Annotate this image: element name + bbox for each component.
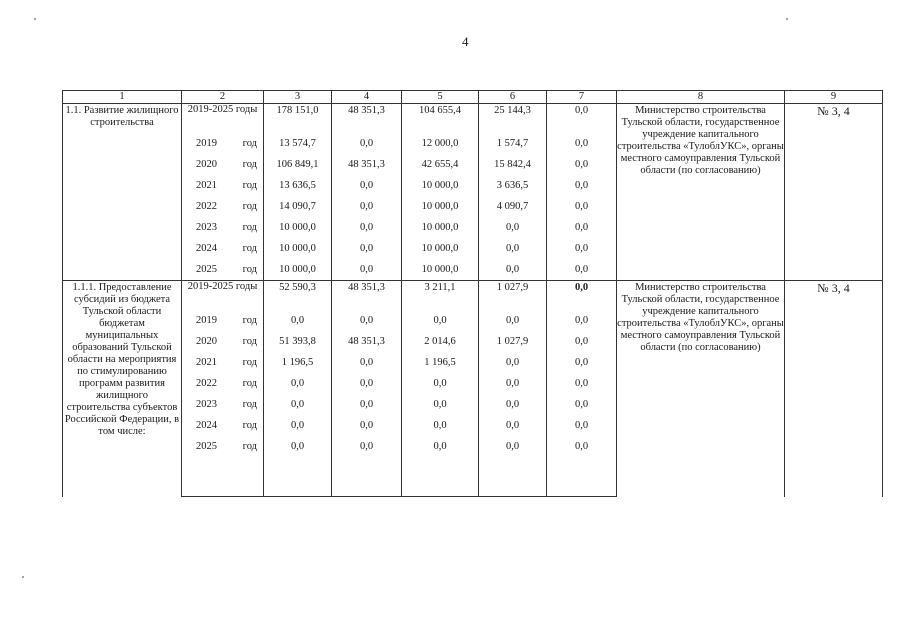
amount-value: 0,0 bbox=[359, 419, 374, 431]
activity-name: 1.1. Развитие жилищного строительства bbox=[63, 104, 182, 281]
amount-value: 0,0 bbox=[359, 398, 374, 410]
year-cell bbox=[182, 395, 264, 416]
executor-cell: Министерство строительства Тульской области, государственное учреждение капитального строительства «ТулоблУКС», органы местного самоуправления Тульской области (по согласованию) bbox=[617, 104, 785, 281]
amount-value: 0,0 bbox=[574, 335, 589, 347]
year-cell bbox=[182, 197, 264, 218]
year-value: 2025 bbox=[196, 263, 217, 275]
amount-value: 0,0 bbox=[505, 440, 520, 452]
amount-value: 0,0 bbox=[574, 137, 589, 149]
amount-value: 0,0 bbox=[574, 242, 589, 254]
amount-value: 0,0 bbox=[359, 314, 374, 326]
amount-value: 0,0 bbox=[290, 398, 305, 410]
amount-cell bbox=[332, 311, 402, 332]
amount-value: 0,0 bbox=[574, 356, 589, 368]
column-number: 9 bbox=[785, 91, 883, 104]
amount-cell bbox=[479, 395, 547, 416]
scan-speck bbox=[22, 576, 24, 578]
amount-value: 0,0 bbox=[505, 221, 520, 233]
column-number: 8 bbox=[617, 91, 785, 104]
amount-cell bbox=[547, 332, 617, 353]
year-unit: год bbox=[242, 314, 257, 326]
amount-cell bbox=[402, 239, 479, 260]
amount-value: 104 655,4 bbox=[419, 105, 461, 116]
amount-value: 4 090,7 bbox=[496, 200, 529, 212]
year-unit: год bbox=[242, 398, 257, 410]
amount-cell bbox=[479, 311, 547, 332]
amount-cell bbox=[479, 353, 547, 374]
amount-value: 0,0 bbox=[574, 105, 589, 116]
amount-value: 2 014,6 bbox=[424, 335, 456, 347]
year-cell bbox=[182, 332, 264, 353]
column-number: 3 bbox=[264, 91, 332, 104]
amount-cell bbox=[547, 197, 617, 218]
activity-name: 1.1.1. Предоставление субсидий из бюджета Тульской области бюджетам муниципальных образований Тульской области на мероприятия по стимулированию программ развития жилищного строительства субъектов Российской Федерации, в том числе: bbox=[63, 281, 182, 497]
amount-value: 10 000,0 bbox=[421, 200, 459, 212]
amount-value: 0,0 bbox=[433, 440, 447, 452]
amount-cell bbox=[547, 281, 617, 311]
amount-cell bbox=[479, 260, 547, 281]
year-cell bbox=[182, 218, 264, 239]
amount-cell bbox=[547, 374, 617, 395]
year-value: 2021 bbox=[196, 179, 217, 191]
year-value: 2025 bbox=[196, 440, 217, 452]
year-unit: год bbox=[242, 137, 257, 149]
amount-cell bbox=[479, 281, 547, 311]
year-value: 2024 bbox=[196, 242, 217, 254]
indicator-cell: № 3, 4 bbox=[785, 104, 883, 281]
scan-speck bbox=[34, 18, 36, 20]
program-table bbox=[62, 90, 883, 497]
amount-cell bbox=[402, 332, 479, 353]
year-value: 2019 bbox=[196, 137, 217, 149]
amount-cell bbox=[479, 239, 547, 260]
year-cell bbox=[182, 176, 264, 197]
amount-value: 0,0 bbox=[505, 242, 520, 254]
amount-value: 25 144,3 bbox=[494, 105, 531, 116]
amount-value: 0,0 bbox=[574, 419, 589, 431]
year-cell bbox=[182, 353, 264, 374]
amount-value: 3 636,5 bbox=[496, 179, 529, 191]
amount-cell bbox=[402, 311, 479, 332]
year-value: 2022 bbox=[196, 377, 217, 389]
amount-value: 3 211,1 bbox=[424, 282, 456, 293]
amount-value: 10 000,0 bbox=[421, 242, 459, 254]
amount-cell bbox=[479, 176, 547, 197]
amount-cell bbox=[402, 197, 479, 218]
amount-value: 0,0 bbox=[505, 419, 520, 431]
amount-cell bbox=[332, 239, 402, 260]
amount-value: 0,0 bbox=[574, 158, 589, 170]
amount-cell bbox=[547, 437, 617, 497]
amount-value: 0,0 bbox=[359, 440, 374, 452]
amount-cell bbox=[402, 374, 479, 395]
amount-value: 0,0 bbox=[574, 263, 589, 275]
amount-value: 13 574,7 bbox=[279, 137, 316, 149]
amount-cell bbox=[479, 416, 547, 437]
amount-cell bbox=[547, 155, 617, 176]
amount-value: 1 027,9 bbox=[496, 282, 529, 293]
amount-value: 0,0 bbox=[505, 263, 520, 275]
amount-cell bbox=[402, 260, 479, 281]
amount-value: 0,0 bbox=[359, 179, 374, 191]
amount-cell bbox=[332, 260, 402, 281]
amount-value: 48 351,3 bbox=[348, 282, 385, 293]
year-unit: год bbox=[242, 200, 257, 212]
amount-value: 0,0 bbox=[359, 242, 374, 254]
amount-value: 0,0 bbox=[505, 377, 520, 389]
year-value: 2020 bbox=[196, 335, 217, 347]
year-cell: 2019-2025 годы bbox=[182, 104, 264, 134]
amount-value: 0,0 bbox=[505, 398, 520, 410]
amount-value: 10 000,0 bbox=[421, 221, 459, 233]
year-cell bbox=[182, 374, 264, 395]
amount-cell bbox=[264, 416, 332, 437]
table-row bbox=[63, 281, 883, 311]
year-cell bbox=[182, 311, 264, 332]
amount-cell bbox=[264, 311, 332, 332]
amount-value: 0,0 bbox=[574, 377, 589, 389]
year-unit: год bbox=[242, 356, 257, 368]
amount-value: 10 000,0 bbox=[279, 263, 316, 275]
amount-value: 10 000,0 bbox=[279, 221, 316, 233]
executor-cell: Министерство строительства Тульской области, государственное учреждение капитального строительства «ТулоблУКС», органы местного самоуправления Тульской области (по согласованию) bbox=[617, 281, 785, 497]
amount-cell bbox=[332, 332, 402, 353]
column-number-row bbox=[63, 91, 883, 104]
year-unit: год bbox=[242, 179, 257, 191]
amount-cell bbox=[264, 104, 332, 134]
amount-cell bbox=[547, 218, 617, 239]
amount-value: 48 351,3 bbox=[348, 158, 385, 170]
amount-value: 10 000,0 bbox=[421, 179, 459, 191]
year-value: 2020 bbox=[196, 158, 217, 170]
amount-cell bbox=[479, 437, 547, 497]
amount-cell bbox=[402, 176, 479, 197]
amount-value: 0,0 bbox=[433, 314, 447, 326]
amount-value: 0,0 bbox=[433, 398, 447, 410]
column-number: 2 bbox=[182, 91, 264, 104]
amount-value: 0,0 bbox=[359, 137, 374, 149]
scan-speck bbox=[786, 18, 788, 20]
amount-cell bbox=[264, 176, 332, 197]
amount-cell bbox=[264, 353, 332, 374]
year-unit: год bbox=[242, 158, 257, 170]
amount-cell bbox=[479, 374, 547, 395]
amount-cell bbox=[547, 311, 617, 332]
column-number: 4 bbox=[332, 91, 402, 104]
amount-value: 0,0 bbox=[574, 398, 589, 410]
amount-cell bbox=[332, 176, 402, 197]
amount-value: 0,0 bbox=[574, 200, 589, 212]
amount-value: 10 000,0 bbox=[279, 242, 316, 254]
amount-cell bbox=[264, 197, 332, 218]
amount-value: 0,0 bbox=[359, 200, 374, 212]
column-number: 6 bbox=[479, 91, 547, 104]
amount-cell bbox=[332, 416, 402, 437]
amount-cell bbox=[547, 176, 617, 197]
amount-value: 13 636,5 bbox=[279, 179, 316, 191]
year-unit: год bbox=[242, 419, 257, 431]
amount-value: 12 000,0 bbox=[421, 137, 459, 149]
column-number: 7 bbox=[547, 91, 617, 104]
amount-cell bbox=[264, 374, 332, 395]
amount-value: 0,0 bbox=[574, 440, 589, 452]
amount-cell bbox=[402, 395, 479, 416]
amount-cell bbox=[332, 218, 402, 239]
year-cell bbox=[182, 416, 264, 437]
amount-cell bbox=[264, 437, 332, 497]
amount-value: 0,0 bbox=[359, 377, 374, 389]
amount-value: 0,0 bbox=[359, 221, 374, 233]
year-value: 2022 bbox=[196, 200, 217, 212]
amount-value: 42 655,4 bbox=[421, 158, 459, 170]
amount-cell bbox=[402, 416, 479, 437]
amount-cell bbox=[264, 155, 332, 176]
amount-value: 0,0 bbox=[290, 377, 305, 389]
amount-value: 0,0 bbox=[574, 179, 589, 191]
amount-value: 14 090,7 bbox=[279, 200, 316, 212]
amount-value: 0,0 bbox=[290, 314, 305, 326]
amount-cell bbox=[402, 353, 479, 374]
amount-cell bbox=[264, 332, 332, 353]
amount-cell bbox=[479, 332, 547, 353]
amount-cell bbox=[332, 134, 402, 155]
amount-cell bbox=[264, 281, 332, 311]
amount-value: 52 590,3 bbox=[279, 282, 316, 293]
amount-value: 0,0 bbox=[290, 419, 305, 431]
amount-cell bbox=[264, 134, 332, 155]
amount-cell bbox=[264, 218, 332, 239]
amount-cell bbox=[402, 104, 479, 134]
year-unit: год bbox=[242, 242, 257, 254]
amount-value: 178 151,0 bbox=[276, 105, 319, 116]
amount-value: 1 027,9 bbox=[496, 335, 529, 347]
amount-cell bbox=[547, 395, 617, 416]
column-number: 1 bbox=[63, 91, 182, 104]
amount-cell bbox=[547, 134, 617, 155]
amount-cell bbox=[332, 437, 402, 497]
amount-value: 0,0 bbox=[574, 221, 589, 233]
amount-value: 0,0 bbox=[359, 263, 374, 275]
amount-value: 10 000,0 bbox=[421, 263, 459, 275]
amount-cell bbox=[332, 374, 402, 395]
amount-cell bbox=[547, 239, 617, 260]
amount-cell bbox=[547, 260, 617, 281]
amount-cell bbox=[332, 197, 402, 218]
amount-cell bbox=[332, 155, 402, 176]
amount-cell bbox=[264, 260, 332, 281]
amount-cell bbox=[402, 437, 479, 497]
amount-cell bbox=[332, 281, 402, 311]
amount-value: 0,0 bbox=[433, 377, 447, 389]
amount-value: 0,0 bbox=[433, 419, 447, 431]
amount-value: 1 196,5 bbox=[424, 356, 456, 368]
amount-value: 51 393,8 bbox=[279, 335, 316, 347]
amount-value: 0,0 bbox=[574, 282, 589, 293]
amount-value: 1 196,5 bbox=[281, 356, 314, 368]
amount-cell bbox=[479, 218, 547, 239]
year-value: 2023 bbox=[196, 221, 217, 233]
amount-cell bbox=[547, 353, 617, 374]
amount-cell bbox=[264, 395, 332, 416]
year-value: 2021 bbox=[196, 356, 217, 368]
amount-value: 0,0 bbox=[505, 314, 520, 326]
amount-cell bbox=[402, 155, 479, 176]
year-value: 2023 bbox=[196, 398, 217, 410]
amount-value: 0,0 bbox=[574, 314, 589, 326]
year-unit: год bbox=[242, 263, 257, 275]
year-value: 2019 bbox=[196, 314, 217, 326]
year-unit: год bbox=[242, 221, 257, 233]
year-value: 2024 bbox=[196, 419, 217, 431]
year-unit: год bbox=[242, 377, 257, 389]
table-row bbox=[63, 104, 883, 134]
amount-cell bbox=[479, 134, 547, 155]
amount-value: 15 842,4 bbox=[494, 158, 531, 170]
amount-cell bbox=[547, 416, 617, 437]
year-unit: год bbox=[242, 335, 257, 347]
year-cell bbox=[182, 239, 264, 260]
amount-cell bbox=[402, 281, 479, 311]
amount-value: 0,0 bbox=[290, 440, 305, 452]
amount-cell bbox=[479, 155, 547, 176]
year-unit: год bbox=[242, 440, 257, 452]
column-number: 5 bbox=[402, 91, 479, 104]
amount-cell bbox=[332, 104, 402, 134]
year-cell bbox=[182, 260, 264, 281]
amount-value: 106 849,1 bbox=[276, 158, 319, 170]
year-cell bbox=[182, 134, 264, 155]
amount-value: 48 351,3 bbox=[348, 335, 385, 347]
amount-cell bbox=[479, 104, 547, 134]
amount-cell bbox=[547, 104, 617, 134]
amount-cell bbox=[332, 353, 402, 374]
amount-value: 0,0 bbox=[359, 356, 374, 368]
page-number: 4 bbox=[462, 34, 469, 49]
amount-cell bbox=[332, 395, 402, 416]
year-cell bbox=[182, 437, 264, 497]
amount-value: 48 351,3 bbox=[348, 105, 385, 116]
year-cell bbox=[182, 155, 264, 176]
amount-value: 1 574,7 bbox=[496, 137, 529, 149]
amount-cell bbox=[479, 197, 547, 218]
amount-cell bbox=[264, 239, 332, 260]
amount-cell bbox=[402, 134, 479, 155]
year-cell: 2019-2025 годы bbox=[182, 281, 264, 311]
indicator-cell: № 3, 4 bbox=[785, 281, 883, 497]
amount-value: 0,0 bbox=[505, 356, 520, 368]
amount-cell bbox=[402, 218, 479, 239]
